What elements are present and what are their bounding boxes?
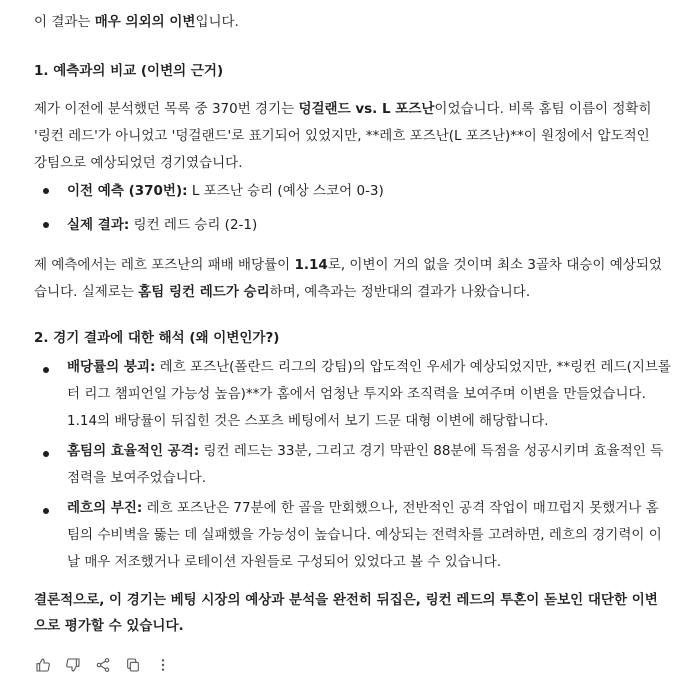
intro-tail: 입니다.	[195, 14, 239, 30]
para-text-2: 로, 이변이 거의 없을 것이며 최소 3골차 대승이 예상되었습니다. 실제로는	[34, 257, 662, 300]
bullet-dot	[43, 451, 49, 457]
bullet-dot	[43, 188, 49, 194]
list-item	[67, 495, 671, 576]
section1-paragraph-2	[34, 252, 666, 306]
para-text-2: 이었습니다. 비록 홈팀 이름이 정확히 '링컨 레드'가 아니었고 '덩걸랜드'로 표기되어 있었지만, **레흐 포즈난(L 포즈난)**이 원정에서 압도적인 강팀으로 예상되었던 경기였습니다.	[34, 101, 652, 171]
list-item	[67, 438, 671, 492]
section2-heading: 2. 경기 결과에 대한 해석 (왜 이변인가?)	[34, 330, 280, 346]
more-options-icon	[155, 657, 171, 673]
bullet-label: 레흐의 부진:	[67, 500, 143, 516]
copy-button[interactable]	[124, 656, 142, 674]
intro-text: 이 결과는	[34, 14, 95, 30]
thumbs-down-icon	[65, 657, 81, 673]
bullet-text: L 포즈난 승리 (예상 스코어 0-3)	[187, 183, 384, 199]
list-item	[67, 178, 671, 205]
odds-value: 1.14	[294, 257, 328, 273]
para-text-3: 하며, 예측과는 정반대의 결과가 나왔습니다.	[269, 284, 531, 300]
bullet-text: 링컨 레드는 33분, 그리고 경기 막판인 88분에 득점을 성공시키며 효율적인 득점력을 보여주었습니다.	[67, 443, 664, 486]
bullet-dot	[43, 508, 49, 514]
bullet-dot	[43, 222, 49, 228]
match-name: 덩걸랜드 vs. L 포즈난	[298, 101, 435, 117]
bullet-label: 이전 예측 (370번):	[67, 183, 188, 199]
result-bold: 홈팀 링컨 레드가 승리	[138, 284, 270, 300]
bullet-text: 레흐 포즈난(폴란드 리그의 강팀)의 압도적인 우세가 예상되었지만, **링컨 레드(지브롤터 리그 챔피언일 가능성 높음)**가 홈에서 엄청난 투지와 조직력을 보여주며 이변을 만들었습니다. 1.14의 배당률이 뒤집힌 것은 스포츠 베팅에서 보기 드문 대형 이변에 해당합니다.	[67, 359, 671, 429]
para-text: 제가 이전에 분석했던 목록 중 370번 경기는	[34, 101, 299, 117]
thumbs-up-icon	[35, 657, 51, 673]
bullet-label: 배당률의 붕괴:	[67, 359, 156, 375]
bullet-dot	[43, 367, 49, 373]
list-item	[67, 354, 671, 435]
bullet-label: 실제 결과:	[67, 217, 130, 233]
thumbs-down-button[interactable]	[64, 656, 82, 674]
intro-bold: 매우 의외의 이변	[94, 14, 196, 30]
bullet-text: 레흐 포즈난은 77분에 한 골을 만회했으나, 전반적인 공격 작업이 매끄럽지 못했거나 홈팀의 수비벽을 뚫는 데 실패했을 가능성이 높습니다. 예상되는 전력차를 고려하면, 레흐의 경기력이 이날 매우 저조했거나 로테이션 자원들로 구성되어 있었다고 볼 수 있습니다.	[67, 500, 662, 570]
section1-paragraph	[34, 96, 664, 177]
share-icon	[95, 657, 111, 673]
bullet-text: 링컨 레드 승리 (2-1)	[129, 217, 258, 233]
conclusion: 결론적으로, 이 경기는 베팅 시장의 예상과 분석을 완전히 뒤집은, 링컨 레드의 투혼이 돋보인 대단한 이변으로 평가할 수 있습니다.	[34, 592, 658, 634]
response-actions	[34, 656, 172, 674]
bullet-label: 홈팀의 효율적인 공격:	[67, 443, 200, 459]
intro-line	[34, 9, 654, 36]
para-text: 제 예측에서는 레흐 포즈난의 패배 배당률이	[34, 257, 295, 273]
section1-heading: 1. 예측과의 비교 (이변의 근거)	[34, 63, 224, 79]
list-item	[67, 212, 671, 239]
more-options-button[interactable]	[154, 656, 172, 674]
copy-icon	[125, 657, 141, 673]
thumbs-up-button[interactable]	[34, 656, 52, 674]
share-button[interactable]	[94, 656, 112, 674]
